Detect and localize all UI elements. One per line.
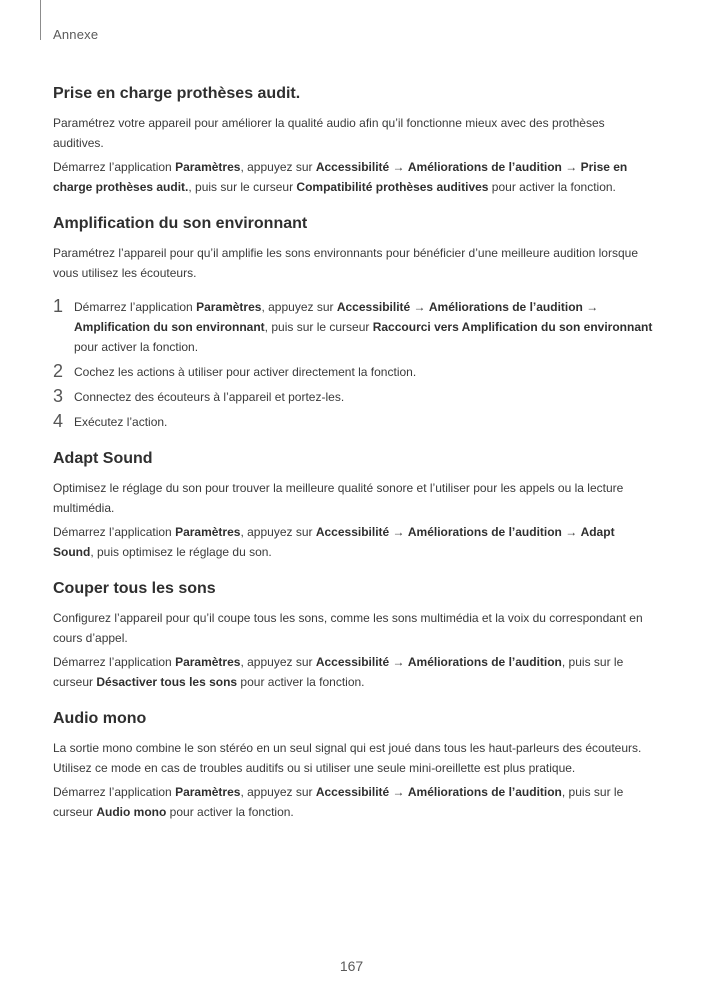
paragraph [53, 522, 653, 562]
page-number: 167 [339, 958, 364, 974]
text-run: Démarrez l’application [74, 300, 197, 314]
step-number: 4 [53, 411, 64, 431]
paragraph [53, 652, 653, 692]
bold-term: Amplification du son environnant [74, 320, 265, 334]
text-run: → [389, 160, 408, 174]
text-run: Paramétrez votre appareil pour améliorer la qualité audio afin qu’il fonctionne mieux avec des prothèses auditives. [53, 116, 605, 150]
text-run: Démarrez l’application [53, 525, 176, 539]
text-run: → [389, 785, 408, 799]
text-run: Démarrez l’application [53, 160, 176, 174]
bold-term: Compatibilité prothèses auditives [296, 180, 489, 194]
text-run: , puis sur le curseur [264, 320, 373, 334]
paragraph [53, 608, 653, 648]
text-run: Cochez les actions à utiliser pour activer directement la fonction. [74, 365, 417, 379]
text-run: Exécutez l’action. [74, 415, 168, 429]
step-text [74, 365, 416, 379]
bold-term: Améliorations de l’audition [407, 655, 562, 669]
section [53, 449, 653, 562]
section [53, 579, 653, 692]
text-run: → [561, 160, 581, 174]
paragraph [53, 782, 653, 822]
text-run: , appuyez sur [240, 160, 316, 174]
text-run: pour activer la fonction. [74, 340, 199, 354]
paragraph [53, 478, 653, 518]
bold-term: Paramètres [175, 160, 241, 174]
text-run: , appuyez sur [261, 300, 337, 314]
bold-term: Audio mono [96, 805, 167, 819]
step-item [53, 412, 653, 432]
text-run: → [561, 525, 581, 539]
step-number: 3 [53, 386, 64, 406]
bold-term: Accessibilité [315, 785, 390, 799]
step-item [53, 362, 653, 382]
bold-term: Améliorations de l’audition [407, 525, 562, 539]
text-run: , appuyez sur [240, 785, 316, 799]
bold-term: Améliorations de l’audition [407, 785, 562, 799]
step-number: 2 [53, 361, 64, 381]
section-title: Audio mono [53, 710, 147, 727]
text-run: pour activer la fonction. [237, 675, 365, 689]
text-run: Configurez l’appareil pour qu’il coupe tous les sons, comme les sons multimédia et la voix du correspondant en cours d’appel. [53, 611, 643, 645]
running-head: Annexe [53, 27, 99, 42]
paragraph [53, 738, 653, 778]
bold-term: Adapt Sound [53, 525, 615, 559]
bold-term: Paramètres [175, 525, 241, 539]
bold-term: Raccourci vers Amplification du son environnant [372, 320, 653, 334]
text-run: Optimisez le réglage du son pour trouver la meilleure qualité sonore et l’utiliser pour les appels ou la lecture multimédia. [53, 481, 624, 515]
text-run: pour activer la fonction. [166, 805, 294, 819]
text-run: Connectez des écouteurs à l’appareil et portez-les. [74, 390, 345, 404]
text-run: pour activer la fonction. [488, 180, 616, 194]
bold-term: Paramètres [175, 785, 241, 799]
text-run: , puis sur le curseur [53, 655, 624, 689]
text-run: → [582, 300, 599, 314]
bold-term: Paramètres [196, 300, 262, 314]
bold-term: Accessibilité [315, 655, 390, 669]
text-run: La sortie mono combine le son stéréo en un seul signal qui est joué dans tous les haut-parleurs des écouteurs. Utilisez ce mode en cas de troubles auditifs ou si utiliser une seule mini-oreillette est plus pratique. [53, 741, 642, 775]
text-run: → [389, 655, 408, 669]
text-run: Paramétrez l’appareil pour qu’il amplifie les sons environnants pour bénéficier d’une meilleure audition lorsque vous utilisez les écouteurs. [53, 246, 638, 280]
paragraph [53, 243, 653, 283]
section [53, 709, 653, 822]
text-run: → [389, 525, 408, 539]
bold-term: Paramètres [175, 655, 241, 669]
paragraph [53, 157, 653, 197]
bold-term: Accessibilité [315, 160, 390, 174]
text-run: → [410, 300, 429, 314]
paragraph [53, 113, 653, 153]
step-item [53, 387, 653, 407]
step-text [74, 300, 652, 354]
text-run: , appuyez sur [240, 655, 316, 669]
text-run: , puis sur le curseur [188, 180, 297, 194]
text-run: , puis optimisez le réglage du son. [90, 545, 272, 559]
step-text [74, 390, 344, 404]
bold-term: Améliorations de l’audition [407, 160, 562, 174]
bold-term: Accessibilité [336, 300, 411, 314]
bold-term: Accessibilité [315, 525, 390, 539]
step-number: 1 [53, 296, 64, 316]
bold-term: Améliorations de l’audition [428, 300, 583, 314]
step-item [53, 297, 653, 357]
bold-term: Prise en charge prothèses audit. [53, 160, 628, 194]
text-run: , puis sur le curseur [53, 785, 624, 819]
margin-rule [40, 0, 41, 40]
section-title: Adapt Sound [53, 450, 153, 467]
text-run: , appuyez sur [240, 525, 316, 539]
bold-term: Désactiver tous les sons [96, 675, 238, 689]
section-title: Couper tous les sons [53, 580, 216, 597]
page-content [53, 84, 653, 839]
section [53, 214, 653, 432]
section [53, 84, 653, 197]
text-run: Démarrez l’application [53, 785, 176, 799]
step-list [53, 297, 653, 432]
step-text [74, 415, 167, 429]
section-title: Amplification du son environnant [53, 215, 308, 232]
text-run: Démarrez l’application [53, 655, 176, 669]
section-title: Prise en charge prothèses audit. [53, 85, 301, 102]
